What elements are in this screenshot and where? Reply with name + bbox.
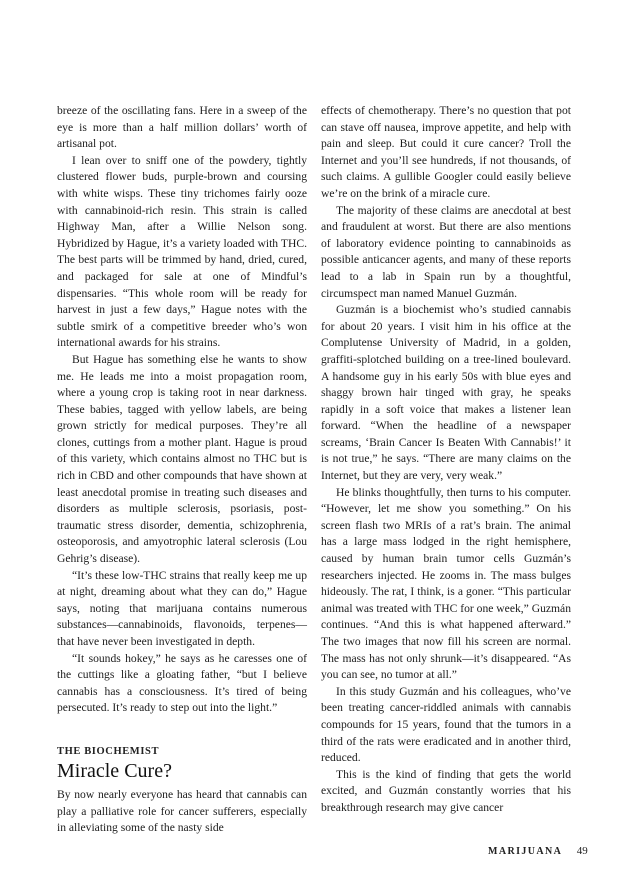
page-number: 49 [576,845,588,857]
paragraph: “It’s these low-THC strains that really keep me up at night, dreaming about what they can do,” Hague says, noting that marijuana contains numerous substances—cannabinoids, flavonoids, terpenes—that have never been investigated in depth. [57,568,307,648]
paragraph: This is the kind of finding that gets the world excited, and Guzmán constantly worries that his breakthrough research may give cancer [321,767,571,814]
right-column [321,103,571,817]
page-footer [488,845,588,857]
running-footer-section: MARIJUANA [488,846,563,857]
paragraph: effects of chemotherapy. There’s no question that pot can stave off nausea, improve appetite, and help with pain and sleep. But could it cure cancer? Troll the Internet and you’ll see hundreds, if not thousands, of such claims. A gullible Googler could easily believe we’re on the brink of a miracle cure. [321,104,571,200]
paragraph: In this study Guzmán and his colleagues, who’ve been treating cancer-riddled animals with cannabis compounds for 15 years, found that the tumors in a third of the rats were eradicated and in another third, reduced. [321,684,571,765]
paragraph: breeze of the oscillating fans. Here in a sweep of the eye is more than a half million dollars’ worth of artisanal pot. [57,104,307,151]
paragraph: “It sounds hokey,” he says as he caresses one of the cuttings like a gloating father, “but I believe cannabis has a consciousness. It’s tired of being persecuted. It’s ready to step out into the light.” [57,651,307,715]
section-kicker: THE BIOCHEMIST [57,745,160,757]
paragraph: By now nearly everyone has heard that cannabis can play a palliative role for cancer sufferers, especially in alleviating some of the nasty side [57,787,307,835]
paragraph: But Hague has something else he wants to show me. He leads me into a moist propagation room, where a young crop is taking root in near darkness. These babies, tagged with yellow labels, are being grown strictly for medical purposes. They’re all clones, cuttings from a mother plant. Hague is proud of this variety, which contains almost no THC but is rich in CBD and other compounds that have shown at least anecdotal promise in treating such diseases and disorders as multiple sclerosis, psoriasis, post-traumatic stress disorder, dementia, schizophrenia, osteoporosis, and amyotrophic lateral sclerosis (Lou Gehrig’s disease). [57,352,307,566]
paragraph: He blinks thoughtfully, then turns to his computer. “However, let me show you something.” On his screen flash two MRIs of a rat’s brain. The animal has a large mass lodged in the right hemisphere, caused by human brain tumor cells Guzmán’s researchers injected. He zooms in. The mass bulges hideously. The rat, I think, is a goner. “This particular animal was treated with THC for one week,” Guzmán continues. “And this is what happened afterward.” The two images that now fill his screen are normal. The mass has not only shrunk—it’s disappeared. “As you can see, no tumor at all.” [321,485,571,682]
section-heading: Miracle Cure? [57,759,172,782]
left-column [57,103,307,837]
paragraph: The majority of these claims are anecdotal at best and fraudulent at worst. But there are also mentions of laboratory evidence pointing to cannabinoids as possible anticancer agents, and many of these reports lead to a lab in Spain run by a thoughtful, circumspect man named Manuel Guzmán. [321,203,571,300]
paragraph: Guzmán is a biochemist who’s studied cannabis for about 20 years. I visit him in his office at the Complutense University of Madrid, in a golden, graffiti-splotched building on a tree-lined boulevard. A handsome guy in his early 50s with blue eyes and shaggy brown hair tinged with gray, he speaks rapidly in a soft voice that makes a listener lean forward. “When the headline of a newspaper screams, ‘Brain Cancer Is Beaten With Cannabis!’ it is not true,” he says. “There are many claims on the Internet, but they are very, very weak.” [321,303,571,483]
paragraph: I lean over to sniff one of the powdery, tightly clustered flower buds, purple-brown and coursing with white wisps. These tiny trichomes fairly ooze with cannabinoid-rich resin. This strain is called Highway Man, after a Willie Nelson song. Hybridized by Hague, it’s a variety loaded with THC. The best parts will be trimmed by hand, dried, cured, and packaged for sale at one of Mindful’s dispensaries. “This whole room will be ready for harvest in just a few days,” Hague notes with the subtle smirk of a competitive breeder who’s won international awards for his strains. [57,153,307,350]
